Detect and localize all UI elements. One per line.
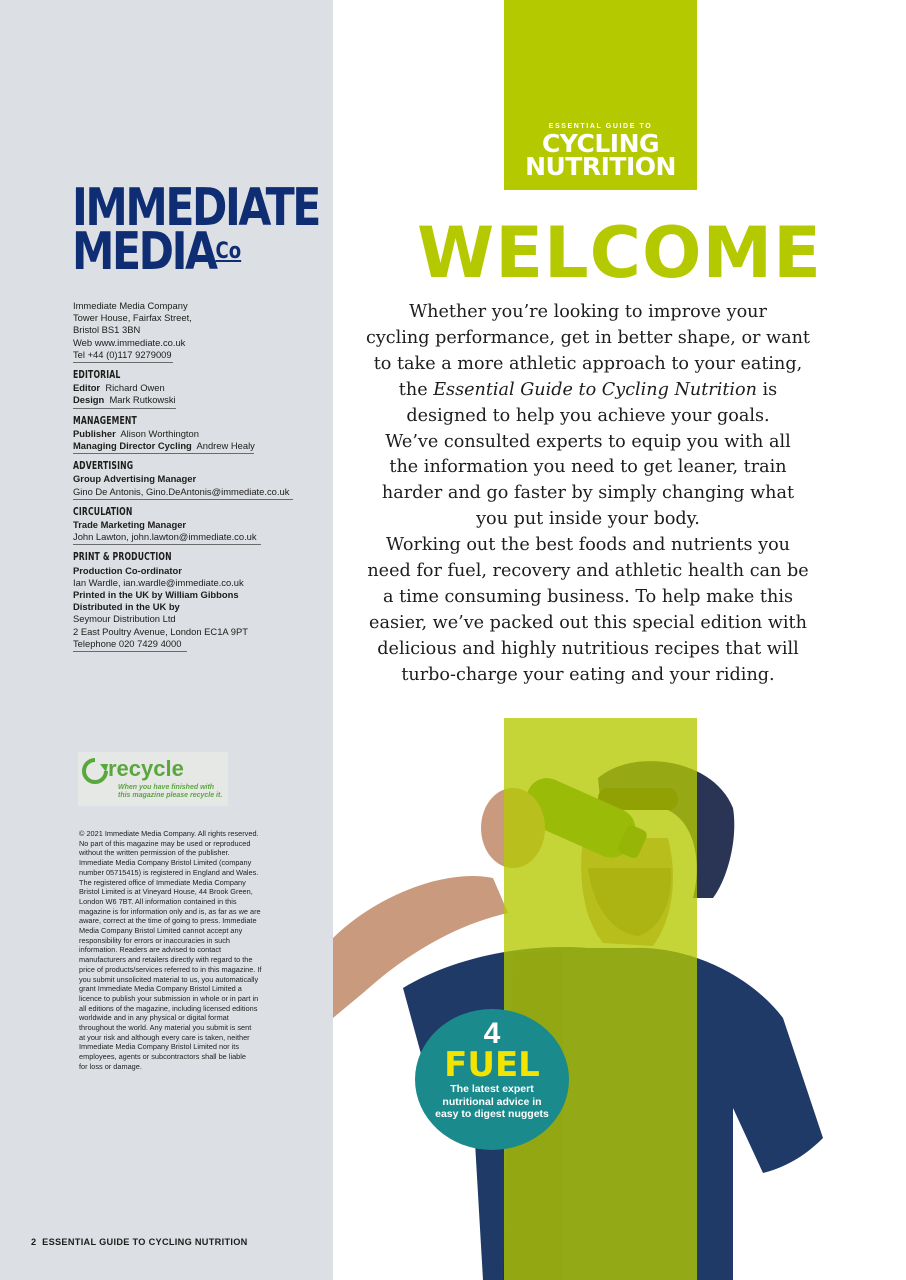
intro-line: cycling performance, get in better shape, or want [365,327,810,348]
intro-line: turbo-charge your eating and your riding. [401,664,775,685]
address-line: Tower House, Fairfax Street, [73,312,192,324]
management-heading: MANAGEMENT [73,413,137,427]
legal-line: Bristol Limited is at Vineyard House, 44 Brook Green, [79,887,253,897]
legal-line: at your risk and although every care is taken, neither [79,1032,250,1042]
legal-line: Immediate Media Company Bristol Limited (company [79,858,252,868]
legal-line: number 05715415) is registered in England and Wales. [79,867,259,877]
intro-line: you put inside your body. [476,509,700,530]
logo-line-2: $MEDIA^{Co}$ [72,222,242,282]
intro-line: a time consuming business. To help make this [382,586,793,607]
legal-line: employees, agents or subcontractors shall be liable [79,1052,246,1062]
recycle-word: recycle [108,756,184,781]
legal-line: aware, correct at the time of going to press. Immediate [79,916,257,926]
intro-line: We’ve consulted experts to equip you with all [385,431,791,452]
advertising-contact: Gino De Antonis, Gino.DeAntonis@immediate.co.uk [73,485,290,497]
legal-notice [79,829,283,1072]
intro-line: need for fuel, recovery and athletic health can be [367,561,809,582]
legal-line: you submit unsolicited material to us, you automatically [79,974,259,984]
tab-kicker: ESSENTIAL GUIDE TO [548,123,653,130]
design-credit: Design Mark Rutkowski [73,394,176,406]
intro-line: delicious and highly nutritious recipes that will [377,638,799,659]
tab-line-2: NUTRITION [525,152,676,181]
editorial-heading: EDITORIAL [73,368,121,382]
circulation-contact: John Lawton, john.lawton@immediate.co.uk [73,531,257,543]
logo-line-1: IMMEDIATE [72,178,319,238]
advertising-heading: ADVERTISING [73,459,134,473]
divider [73,408,176,409]
address-tel: Tel +44 (0)117 9279009 [73,348,172,360]
intro-line: easier, we’ve packed out this special edition with [369,612,807,633]
circulation-role: Trade Marketing Manager [73,519,187,531]
intro-line: to take a more athletic approach to your eating, [373,353,803,374]
intro-line: designed to help you achieve your goals. [406,405,770,426]
guide-title-tab [504,0,697,190]
distributor-address: 2 East Poultry Avenue, London EC1A 9PT [73,625,248,637]
page-folio: 2 ESSENTIAL GUIDE TO CYCLING NUTRITION [31,1237,248,1247]
publisher-credit: Publisher Alison Worthington [73,427,199,439]
legal-line: No part of this magazine may be used or reproduced [79,838,251,848]
accent-band [504,718,697,1280]
legal-line: without the written permission of the publisher. [79,848,230,858]
address-line: Immediate Media Company [73,300,188,311]
intro-line: harder and go faster by simply changing what [381,483,795,504]
divider [73,453,254,454]
print-heading: PRINT & PRODUCTION [73,550,172,564]
legal-line: magazine is for information only and is, as far as we are [79,906,261,916]
recycle-logo [78,752,228,806]
divider [73,499,293,500]
print-role: Production Co-ordinator [73,564,182,576]
badge-number: 4 [483,1017,501,1050]
legal-line: for loss or damage. [79,1061,142,1071]
legal-line: London W6 7BT. All information contained in this [79,896,237,906]
logo-co: Co [215,239,242,264]
legal-line: licence to publish your submission in whole or in part in [79,993,259,1003]
legal-line: manufacturers and retailers directly with regard to the [79,955,253,965]
guide-title-italic: Essential Guide to Cycling Nutrition [433,379,757,400]
intro-line: the Essential Guide to Cycling Nutrition is [398,379,778,400]
divider [73,362,173,363]
divider [73,544,261,545]
distribution-label: Distributed in the UK by [73,601,180,613]
address-line: Bristol BS1 3BN [73,324,141,336]
print-contact: Ian Wardle, ian.wardle@immediate.co.uk [73,576,244,588]
distributor: Seymour Distribution Ltd [73,613,176,625]
badge-word: FUEL [444,1045,540,1085]
intro-line: the information you need to get leaner, train [389,457,787,478]
tab-line-1: CYCLING [541,129,660,158]
legal-line: responsibility for errors or inaccuracies in such [79,935,231,945]
recycle-icon [80,756,110,786]
legal-line: all editions of the magazine, including licensed editions [79,1003,258,1013]
distributor-telephone: Telephone 020 7429 4000 [73,637,182,649]
masthead-credits [73,300,313,658]
badge-description: The latest expert nutritional advice in easy to digest nuggets [435,1083,549,1121]
page-title: WELCOME [417,212,822,294]
divider [73,651,187,652]
legal-line: information. Readers are advised to contact [79,945,222,955]
address-web: Web www.immediate.co.uk [73,336,186,348]
advertising-role: Group Advertising Manager [73,473,197,485]
md-credit: Managing Director Cycling Andrew Healy [73,440,255,452]
legal-line: price of products/services referred to in this magazine. If [79,964,262,974]
legal-line: The registered office of Immediate Media Company [79,877,246,887]
intro-line: Whether you’re looking to improve your [409,302,767,322]
circulation-heading: CIRCULATION [73,504,133,518]
legal-line: Immediate Media Company Bristol Limited nor its [79,1042,239,1052]
recycle-tagline: When you have finished with this magazine please recycle it. [118,784,223,799]
legal-line: throughout the world. Any material you submit is sent [79,1023,252,1033]
immediate-media-logo [72,178,319,282]
intro-line: Working out the best foods and nutrients you [385,535,791,556]
fuel-badge [415,1009,569,1150]
legal-line: grant Immediate Media Company Bristol Limited a [79,984,242,994]
intro-text [360,300,816,689]
legal-line: Media Company Bristol Limited cannot accept any [79,926,243,936]
legal-line: worldwide and in any physical or digital format [79,1013,229,1023]
editor-credit: Editor Richard Owen [73,382,165,394]
legal-line: © 2021 Immediate Media Company. All rights reserved. [79,829,259,838]
printer: Printed in the UK by William Gibbons [73,589,239,601]
